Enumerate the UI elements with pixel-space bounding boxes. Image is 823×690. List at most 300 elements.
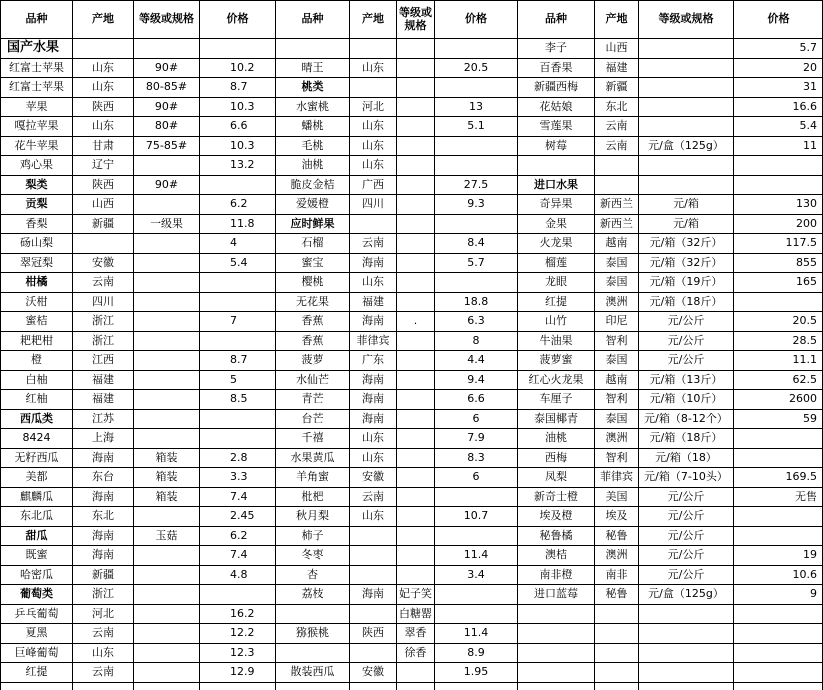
cell-price: 4 <box>230 236 237 250</box>
cell-price: 4.4 <box>467 353 485 367</box>
cell-price <box>734 156 823 175</box>
cell-grade <box>397 449 434 467</box>
cell-variety: 石榴 <box>301 236 324 250</box>
cell-grade <box>639 59 733 77</box>
cell-variety: 红富士苹果 <box>9 80 64 94</box>
cell-origin: 山东 <box>92 60 114 74</box>
cell-origin: 广东 <box>362 353 384 367</box>
cell-origin: 秘鲁 <box>605 587 628 601</box>
cell-origin: 安徽 <box>92 255 114 269</box>
cell-grade <box>397 371 434 389</box>
cell-price <box>435 78 517 97</box>
cell-origin: 新疆 <box>605 80 628 94</box>
cell-variety: 橙 <box>31 353 42 367</box>
cell-origin: 美国 <box>605 489 628 503</box>
cell-grade <box>639 156 733 175</box>
cell-origin: 浙江 <box>92 314 114 328</box>
cell-grade: 箱装 <box>155 470 178 484</box>
cell-variety: 爱媛橙 <box>296 197 329 211</box>
cell-price: 6 <box>472 470 480 484</box>
cell-price <box>734 663 823 682</box>
cell-variety: 散装西瓜 <box>290 665 335 679</box>
cell-price: 59 <box>803 411 817 425</box>
cell-price: 169.5 <box>785 470 817 484</box>
cell-grade <box>639 605 733 623</box>
cell-origin: 印尼 <box>605 314 628 328</box>
header-price: 价格 <box>465 12 487 26</box>
cell-price: 11 <box>803 138 817 152</box>
cell-grade <box>134 156 199 175</box>
cell-grade: 元/箱 <box>673 197 699 211</box>
cell-grade <box>397 176 434 194</box>
cell-price: 10.2 <box>230 60 255 74</box>
cell-origin: 新疆 <box>92 567 114 581</box>
cell-price <box>734 429 823 448</box>
cell-grade: 玉菇 <box>155 528 178 542</box>
header-variety: 品种 <box>301 12 324 26</box>
cell-origin <box>595 624 638 643</box>
cell-origin: 海南 <box>362 314 384 328</box>
cell-grade: 元/箱（32斤） <box>649 236 723 250</box>
cell-grade: 元/箱（7-10头） <box>644 470 728 484</box>
cell-variety: 车厘子 <box>539 392 573 406</box>
cell-variety: 凤梨 <box>545 470 567 484</box>
cell-variety: 巨峰葡萄 <box>14 645 59 659</box>
cell-variety: 台芒 <box>301 411 324 425</box>
cell-origin: 江苏 <box>92 411 114 425</box>
cell-grade <box>397 273 434 292</box>
cell-origin: 泰国 <box>605 275 628 289</box>
cell-origin <box>350 39 396 58</box>
cell-price: 13 <box>469 99 483 113</box>
cell-origin: 安徽 <box>362 665 384 679</box>
cell-price: 5 <box>230 372 237 386</box>
cell-variety: 油桃 <box>545 431 567 445</box>
cell-price: 28.5 <box>792 333 817 347</box>
cell-variety: 柿子 <box>301 528 324 542</box>
cell-grade: 元/箱（19斤） <box>649 275 723 289</box>
cell-origin <box>73 234 133 253</box>
cell-variety: 奇异果 <box>539 197 573 211</box>
cell-origin: 辽宁 <box>92 158 114 172</box>
cell-origin: 山东 <box>362 431 384 445</box>
cell-origin: 福建 <box>92 392 114 406</box>
cell-variety: 桃类 <box>301 80 324 94</box>
cell-price <box>734 624 823 643</box>
cell-variety: 千禧 <box>301 431 324 445</box>
cell-origin: 菲律宾 <box>600 470 633 484</box>
cell-origin: 甘肃 <box>92 138 114 152</box>
cell-origin: 新西兰 <box>600 197 633 211</box>
cell-price: 2600 <box>789 392 817 406</box>
cell-origin: 山东 <box>362 60 384 74</box>
cell-origin: 智利 <box>605 392 628 406</box>
cell-variety: 新疆西梅 <box>534 80 578 94</box>
cell-price: 3.3 <box>230 470 248 484</box>
cell-price: 1.95 <box>463 665 489 679</box>
cell-price <box>435 39 517 58</box>
cell-variety: 泰国椰青 <box>534 411 578 425</box>
cell-variety: 龙眼 <box>545 275 567 289</box>
header-variety: 品种 <box>545 12 567 26</box>
cell-grade <box>397 566 434 584</box>
cell-origin: 山西 <box>92 197 114 211</box>
cell-origin: 东北 <box>605 99 628 113</box>
cell-origin: 泰国 <box>605 255 628 269</box>
cell-grade: 元/箱（8-12个） <box>644 411 728 425</box>
cell-grade <box>639 663 733 682</box>
cell-price <box>734 527 823 545</box>
cell-variety: 水果黄瓜 <box>290 450 335 464</box>
cell-price: 8.4 <box>467 236 485 250</box>
cell-price: 13.2 <box>230 158 255 172</box>
cell-grade <box>397 507 434 526</box>
cell-origin: 东台 <box>92 470 114 484</box>
cell-origin: 四川 <box>92 294 114 308</box>
cell-variety: 花姑娘 <box>539 99 573 113</box>
cell-price: 16.6 <box>792 99 817 113</box>
cell-price: 11.4 <box>463 626 489 640</box>
cell-price: 27.5 <box>463 177 489 191</box>
cell-variety: 埃及橙 <box>539 509 573 523</box>
cell-grade <box>397 39 434 58</box>
cell-variety: 雪莲果 <box>539 119 573 133</box>
cell-grade: 元/箱 <box>673 216 699 230</box>
cell-origin: 山东 <box>362 158 384 172</box>
cell-grade <box>639 624 733 643</box>
cell-grade <box>134 371 199 389</box>
cell-price <box>435 137 517 155</box>
cell-grade <box>397 429 434 448</box>
cell-origin: 上海 <box>92 431 114 445</box>
cell-origin: 山东 <box>362 138 384 152</box>
cell-variety: 进口蓝莓 <box>534 587 578 601</box>
cell-variety: 青芒 <box>301 392 324 406</box>
cell-grade: 元/公斤 <box>667 333 705 347</box>
cell-price: 200 <box>796 216 817 230</box>
cell-origin: 安徽 <box>362 470 384 484</box>
cell-origin <box>595 605 638 623</box>
cell-origin <box>595 663 638 682</box>
cell-price: 8.5 <box>230 392 248 406</box>
cell-variety: 无花果 <box>296 294 329 308</box>
cell-grade: 一级果 <box>150 216 183 230</box>
cell-variety <box>518 605 594 623</box>
cell-origin: 河北 <box>92 606 114 620</box>
cell-grade <box>639 644 733 662</box>
cell-price <box>435 605 517 623</box>
cell-price <box>435 585 517 604</box>
header-grade: 等级或规格 <box>658 12 714 26</box>
cell-grade: 箱装 <box>155 450 178 464</box>
cell-grade <box>397 546 434 565</box>
cell-grade <box>397 137 434 155</box>
cell-grade <box>639 39 733 58</box>
cell-price: 6.6 <box>230 119 248 133</box>
cell-grade <box>134 605 199 623</box>
cell-origin <box>73 39 133 58</box>
cell-variety: 香梨 <box>25 216 48 230</box>
cell-origin: 山西 <box>605 41 628 55</box>
cell-price: 130 <box>796 197 817 211</box>
header-price: 价格 <box>226 12 249 26</box>
cell-price: 6.2 <box>230 528 248 542</box>
cell-origin <box>350 644 396 662</box>
cell-variety: 夏黑 <box>25 626 48 640</box>
cell-price: 5.4 <box>230 255 248 269</box>
cell-variety: 牛油果 <box>539 333 573 347</box>
cell-origin: 云南 <box>92 275 114 289</box>
cell-grade <box>397 293 434 311</box>
cell-variety: 樱桃 <box>301 275 324 289</box>
cell-origin: 海南 <box>362 411 384 425</box>
cell-origin: 海南 <box>362 392 384 406</box>
cell-price <box>200 293 275 311</box>
cell-price: 5.7 <box>467 255 485 269</box>
cell-origin: 云南 <box>605 119 628 133</box>
cell-origin: 澳洲 <box>605 431 628 445</box>
cell-price: 9.4 <box>467 372 485 386</box>
cell-grade <box>397 488 434 506</box>
cell-variety: 西梅 <box>545 450 567 464</box>
cell-origin: 澳洲 <box>605 294 628 308</box>
cell-variety: 甜瓜 <box>25 528 48 542</box>
cell-variety: 脆皮金桔 <box>290 177 335 191</box>
cell-grade <box>134 644 199 662</box>
cell-price <box>200 585 275 604</box>
cell-price <box>435 215 517 233</box>
cell-grade: 80# <box>154 119 179 133</box>
cell-grade <box>639 117 733 136</box>
cell-variety: 砀山梨 <box>20 236 53 250</box>
cell-price: 8.9 <box>467 645 485 659</box>
cell-origin: 江西 <box>92 353 114 367</box>
cell-variety: 花牛苹果 <box>14 138 59 152</box>
cell-price: 7.9 <box>467 431 485 445</box>
cell-origin: 埃及 <box>605 509 628 523</box>
cell-grade <box>134 566 199 584</box>
cell-price: 8 <box>472 333 480 347</box>
cell-variety: 榴莲 <box>545 255 567 269</box>
cell-variety: 红提 <box>545 294 567 308</box>
cell-variety <box>518 644 594 662</box>
cell-price <box>200 410 275 428</box>
cell-grade: 元/箱（10斤） <box>649 392 723 406</box>
cell-variety: 山竹 <box>545 314 567 328</box>
cell-price: 19 <box>803 548 817 562</box>
cell-variety <box>276 605 349 623</box>
cell-origin: 菲律宾 <box>356 333 390 347</box>
cell-origin: 山东 <box>362 450 384 464</box>
cell-price: 12.3 <box>230 645 255 659</box>
cell-variety: 菠萝蜜 <box>539 353 573 367</box>
cell-variety: 应时鲜果 <box>290 216 335 230</box>
cell-price <box>435 488 517 506</box>
cell-variety <box>518 663 594 682</box>
cell-price: 6 <box>472 411 480 425</box>
cell-price: 6.2 <box>230 197 248 211</box>
cell-variety: 秋月梨 <box>296 509 329 523</box>
cell-variety: 嘎拉苹果 <box>14 119 59 133</box>
cell-origin: 东北 <box>92 509 114 523</box>
cell-price: 2.8 <box>230 450 248 464</box>
cell-variety: 哈密瓜 <box>20 567 53 581</box>
cell-grade <box>134 332 199 350</box>
header-grade: 等级或规格 <box>399 6 432 32</box>
cell-variety: 梨类 <box>25 177 48 191</box>
cell-origin: 智利 <box>605 333 628 347</box>
cell-price: 62.5 <box>792 372 817 386</box>
cell-price <box>734 293 823 311</box>
cell-grade <box>397 468 434 487</box>
cell-variety: 翠冠梨 <box>20 255 53 269</box>
cell-variety: 南非橙 <box>539 567 573 581</box>
cell-variety: 乒乓葡萄 <box>14 606 59 620</box>
cell-origin: 山东 <box>362 275 384 289</box>
cell-variety: 麒麟瓜 <box>20 489 53 503</box>
cell-variety: 西瓜类 <box>20 411 53 425</box>
cell-price: 10.6 <box>792 567 817 581</box>
cell-grade <box>134 234 199 253</box>
cell-grade <box>134 624 199 643</box>
cell-grade: 元/箱（32斤） <box>649 255 723 269</box>
cell-price <box>200 429 275 448</box>
cell-variety: 李子 <box>545 41 567 55</box>
cell-grade <box>134 663 199 682</box>
cell-origin: 四川 <box>362 197 384 211</box>
cell-origin: 山东 <box>92 645 114 659</box>
cell-variety: 蟠桃 <box>301 119 324 133</box>
cell-origin: 山东 <box>362 509 384 523</box>
cell-price: 2.45 <box>230 509 255 523</box>
cell-grade: 元/箱（13斤） <box>649 372 723 386</box>
cell-grade: 妃子笑 <box>399 587 432 601</box>
cell-grade: 元/箱（18斤） <box>649 431 723 445</box>
cell-grade: 元/公斤 <box>667 509 705 523</box>
cell-grade: 元/公斤 <box>667 489 705 503</box>
cell-price: 11.1 <box>792 353 817 367</box>
cell-grade <box>134 429 199 448</box>
cell-price: 20.5 <box>792 314 817 328</box>
cell-grade <box>397 410 434 428</box>
cell-price: 12.9 <box>230 665 255 679</box>
cell-origin: 南非 <box>605 567 628 581</box>
cell-grade: 元/公斤 <box>667 314 705 328</box>
cell-origin: 云南 <box>92 665 114 679</box>
cell-grade <box>397 59 434 77</box>
cell-price <box>435 273 517 292</box>
cell-grade <box>134 410 199 428</box>
cell-grade <box>639 78 733 97</box>
cell-origin: 越南 <box>605 372 628 386</box>
header-origin: 产地 <box>362 12 384 26</box>
cell-origin <box>595 176 638 194</box>
cell-origin: 福建 <box>362 294 384 308</box>
header-grade: 等级或规格 <box>139 12 194 26</box>
cell-grade <box>397 351 434 370</box>
cell-origin <box>350 546 396 565</box>
cell-price: 117.5 <box>785 236 817 250</box>
cell-price: 9.3 <box>467 197 485 211</box>
cell-variety: 菠萝 <box>301 353 324 367</box>
cell-price: 18.8 <box>463 294 489 308</box>
cell-price <box>435 527 517 545</box>
cell-origin: 越南 <box>605 236 628 250</box>
cell-origin: 澳洲 <box>605 548 628 562</box>
cell-grade: 90# <box>154 60 179 74</box>
cell-price: 7.4 <box>230 548 248 562</box>
cell-variety: 秘鲁橘 <box>539 528 573 542</box>
cell-price: 31 <box>803 80 817 94</box>
cell-grade <box>134 293 199 311</box>
cell-variety: 既蜜 <box>25 548 48 562</box>
cell-variety: 白柚 <box>25 372 48 386</box>
cell-grade <box>397 117 434 136</box>
cell-price <box>200 39 275 58</box>
cell-variety: 水蜜桃 <box>296 99 329 113</box>
cell-grade: 90# <box>154 99 179 113</box>
header-price: 价格 <box>767 12 790 26</box>
cell-grade: 白糖罂 <box>399 606 432 620</box>
cell-price <box>435 156 517 175</box>
cell-grade <box>397 332 434 350</box>
cell-grade: 徐香 <box>404 645 427 659</box>
cell-grade: 元/盒（125g） <box>648 138 724 152</box>
header-variety: 品种 <box>25 12 48 26</box>
cell-variety: 葡萄类 <box>20 587 53 601</box>
cell-grade: 元/盒（125g） <box>648 587 724 601</box>
cell-origin: 陕西 <box>362 626 384 640</box>
cell-origin: 河北 <box>362 99 384 113</box>
cell-origin <box>350 215 396 233</box>
cell-origin: 秘鲁 <box>605 528 628 542</box>
cell-grade <box>397 390 434 409</box>
cell-variety: 红柚 <box>25 392 48 406</box>
cell-variety: 火龙果 <box>539 236 573 250</box>
cell-grade <box>397 215 434 233</box>
cell-grade <box>134 39 199 58</box>
cell-origin: 福建 <box>92 372 114 386</box>
cell-variety: 百香果 <box>539 60 573 74</box>
cell-variety: 冬枣 <box>301 548 324 562</box>
cell-price: 11.4 <box>463 548 489 562</box>
cell-grade: 元/箱（18斤） <box>649 294 723 308</box>
cell-variety <box>518 624 594 643</box>
cell-price: 8.7 <box>230 80 248 94</box>
cell-variety: 8424 <box>22 431 51 445</box>
cell-origin: 浙江 <box>92 587 114 601</box>
cell-price <box>734 449 823 467</box>
header-origin: 产地 <box>92 12 114 26</box>
cell-variety: 晴王 <box>301 60 324 74</box>
cell-variety: 香蕉 <box>301 333 324 347</box>
cell-origin <box>350 527 396 545</box>
cell-price: 无售 <box>795 489 817 503</box>
cell-variety: 枇杷 <box>301 489 324 503</box>
cell-price: 20.5 <box>463 60 489 74</box>
cell-origin <box>595 644 638 662</box>
cell-price: 4.8 <box>230 567 248 581</box>
cell-origin: 海南 <box>92 528 114 542</box>
cell-variety: 贡梨 <box>25 197 48 211</box>
cell-variety <box>518 156 594 175</box>
cell-origin: 山东 <box>362 119 384 133</box>
cell-grade <box>134 195 199 214</box>
cell-grade <box>397 663 434 682</box>
cell-price: 855 <box>796 255 817 269</box>
cell-variety <box>276 644 349 662</box>
cell-price: 10.7 <box>463 509 489 523</box>
